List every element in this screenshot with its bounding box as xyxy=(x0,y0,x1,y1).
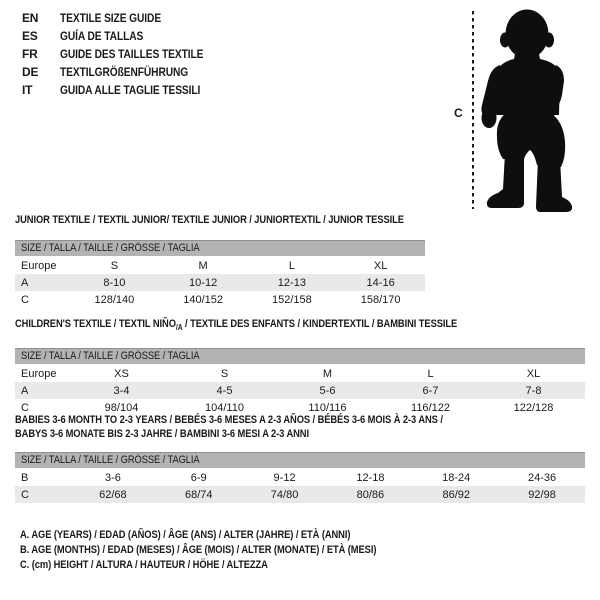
size-table-row xyxy=(15,274,425,291)
size-value: 80/86 xyxy=(327,486,413,503)
size-value: L xyxy=(288,259,295,272)
size-table-section xyxy=(15,413,585,503)
height-dashed-line xyxy=(471,9,475,211)
size-table-title xyxy=(15,213,473,227)
footnote-text: B. AGE (MONTHS) / EDAD (MESES) / ÂGE (MOIS) / ALTER (MONATE) / ETÀ (MESI) xyxy=(20,544,377,556)
size-value: 5-6 xyxy=(276,382,379,399)
row-label: Europe xyxy=(21,367,57,380)
language-label: TEXTILE SIZE GUIDE xyxy=(60,11,162,25)
size-value: 140/152 xyxy=(183,293,223,306)
footnote-text: C. (cm) HEIGHT / ALTURA / HAUTEUR / HÖHE / ALTEZZA xyxy=(20,559,268,571)
size-value: 6-9 xyxy=(190,471,207,484)
size-value: 104/110 xyxy=(205,401,244,414)
title-segment: / TEXTILE DES ENFANTS / KINDERTEXTIL / BAMBINI TESSILE xyxy=(182,318,458,330)
size-header-bar xyxy=(15,240,425,256)
size-table-row xyxy=(15,291,425,308)
size-table-title-line xyxy=(15,213,473,227)
size-table-title xyxy=(15,413,585,441)
size-value: 8-10 xyxy=(70,274,159,291)
title-segment: CHILDREN'S TEXTILE / TEXTIL NIÑO xyxy=(15,318,176,330)
size-value: 116/122 xyxy=(411,401,450,414)
size-value: 9-12 xyxy=(273,471,296,484)
language-code: FR xyxy=(22,47,38,61)
size-header-bar-label: SIZE / TALLA / TAILLE / GRÖSSE / TAGLIA xyxy=(21,242,200,254)
size-value: 6-7 xyxy=(379,382,482,399)
size-value: 68/74 xyxy=(156,486,242,503)
row-label: C xyxy=(21,401,29,414)
size-table-title-line xyxy=(15,317,585,335)
footnotes xyxy=(20,528,439,573)
language-code: EN xyxy=(22,11,39,25)
footnote-line xyxy=(20,558,439,573)
language-row xyxy=(22,27,229,45)
size-table-title-text xyxy=(15,427,309,441)
title-segment: BABIES 3-6 MONTH TO 2-3 YEARS / BEBÉS 3-6 MESES A 2-3 AÑOS / BÉBÉS 3-6 MOIS À 2-3 ANS / xyxy=(15,414,443,426)
language-row xyxy=(22,9,229,27)
size-table-title-text xyxy=(15,213,404,227)
size-value: 3-4 xyxy=(70,382,173,399)
size-value: 128/140 xyxy=(94,293,135,306)
language-label: GUIDE DES TAILLES TEXTILE xyxy=(60,47,204,61)
size-header-bar xyxy=(15,452,585,468)
language-row xyxy=(22,63,229,81)
language-row xyxy=(22,45,229,63)
size-table-section xyxy=(15,317,585,416)
size-value: 152/158 xyxy=(271,293,312,306)
size-table-title-line xyxy=(15,427,585,441)
size-value: 14-16 xyxy=(336,274,425,291)
size-value: XS xyxy=(114,367,129,380)
baby-silhouette-icon xyxy=(478,7,578,215)
footnote-text: A. AGE (YEARS) / EDAD (AÑOS) / ÂGE (ANS) / ALTER (JAHRE) / ETÀ (ANNI) xyxy=(20,529,351,541)
size-table-row xyxy=(15,469,585,486)
size-value: 110/116 xyxy=(308,401,347,414)
size-value: 3-6 xyxy=(104,471,121,484)
size-value: XL xyxy=(373,259,388,272)
language-code: ES xyxy=(22,29,38,43)
size-value: 158/170 xyxy=(360,293,401,306)
size-table-row xyxy=(15,257,425,274)
size-table-title-line xyxy=(15,413,585,427)
size-header-bar-label: SIZE / TALLA / TAILLE / GRÖSSE / TAGLIA xyxy=(21,350,200,363)
size-value: 92/98 xyxy=(499,486,585,503)
size-value: 98/104 xyxy=(104,401,139,414)
size-header-bar xyxy=(15,348,585,364)
height-measure-label: C xyxy=(454,106,463,120)
size-value: 7-8 xyxy=(482,382,585,399)
size-table-row xyxy=(15,365,585,382)
title-segment: BABYS 3-6 MONATE BIS 2-3 JAHRE / BAMBINI 3-6 MESI A 2-3 ANNI xyxy=(15,428,309,440)
size-value: XL xyxy=(526,367,541,380)
row-label: C xyxy=(21,293,29,306)
language-header xyxy=(22,9,229,99)
language-label: GUÍA DE TALLAS xyxy=(60,29,144,43)
size-value: S xyxy=(220,367,229,380)
language-label: TEXTILGRÖßENFÜHRUNG xyxy=(60,65,189,79)
size-table-title-text xyxy=(15,413,443,427)
size-header-bar-label: SIZE / TALLA / TAILLE / GRÖSSE / TAGLIA xyxy=(21,454,200,466)
row-label: A xyxy=(15,382,70,399)
size-value: M xyxy=(322,367,333,380)
size-value: L xyxy=(427,367,434,380)
size-value: 12-13 xyxy=(248,274,337,291)
title-segment: /A xyxy=(175,323,183,333)
size-value: 10-12 xyxy=(159,274,248,291)
title-segment: JUNIOR TEXTILE / TEXTIL JUNIOR/ TEXTILE JUNIOR / JUNIORTEXTIL / JUNIOR TESSILE xyxy=(15,214,404,226)
row-label: A xyxy=(15,274,70,291)
size-value: 4-5 xyxy=(173,382,276,399)
size-value: S xyxy=(110,259,119,272)
size-value: 86/92 xyxy=(413,486,499,503)
language-code: DE xyxy=(22,65,39,79)
row-label: C xyxy=(15,486,70,503)
size-value: M xyxy=(198,259,208,272)
baby-figure xyxy=(452,5,587,217)
row-label: Europe xyxy=(21,259,57,272)
row-label: B xyxy=(21,471,29,484)
size-table-row xyxy=(15,486,585,503)
size-value: 18-24 xyxy=(442,471,471,484)
size-value: 122/128 xyxy=(513,401,554,414)
size-value: 62/68 xyxy=(70,486,156,503)
size-table-title xyxy=(15,317,585,335)
language-row xyxy=(22,81,229,99)
size-table xyxy=(15,365,585,416)
size-value: 12-18 xyxy=(356,471,385,484)
size-table-title-text xyxy=(15,317,457,335)
footnote-line xyxy=(20,543,439,558)
size-table-section xyxy=(15,213,473,308)
footnote-line xyxy=(20,528,439,543)
size-table xyxy=(15,469,585,503)
size-table-row xyxy=(15,382,585,399)
size-table xyxy=(15,257,425,308)
size-value: 74/80 xyxy=(242,486,328,503)
language-code: IT xyxy=(22,83,33,97)
size-value: 24-36 xyxy=(528,471,557,484)
language-label: GUIDA ALLE TAGLIE TESSILI xyxy=(60,83,201,97)
